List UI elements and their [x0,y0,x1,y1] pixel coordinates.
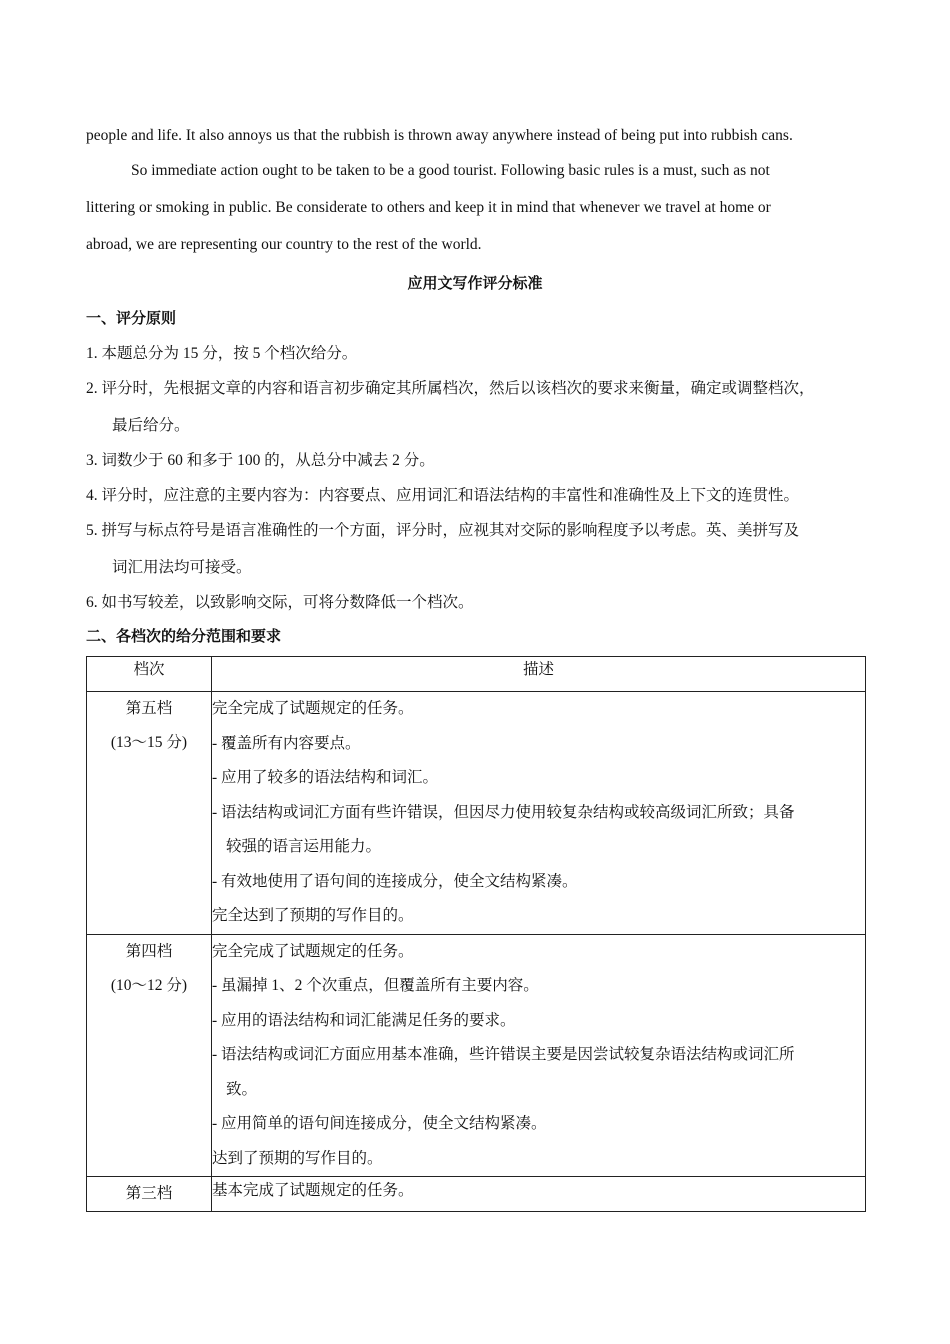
description-line: 基本完成了试题规定的任务。 [212,1182,414,1199]
essay-line-3: littering or smoking in public. Be considerate to others and keep it in mind that whenever we travel at home or [86,199,771,216]
description-cell [212,692,866,935]
table-header-level: 档次 [87,657,212,692]
description-line: 达到了预期的写作目的。 [212,1149,383,1167]
description-cell [212,1177,866,1212]
description-line: - 有效地使用了语句间的连接成分，使全文结构紧凑。 [212,872,578,890]
principle-item-2-continued: 最后给分。 [112,417,190,434]
level-cell [87,692,212,935]
level-name: 第三档 [125,1185,173,1202]
description-line: 完全达到了预期的写作目的。 [212,907,414,924]
table-row-level-5 [87,692,866,935]
description-line: - 虽漏掉 1、2 个次重点，但覆盖所有主要内容。 [212,977,539,994]
principle-item-4: 4. 评分时，应注意的主要内容为：内容要点、应用词汇和语法结构的丰富性和准确性及上下文的连贯性。 [86,487,800,504]
level-cell [87,934,212,1177]
principle-item-3: 3. 词数少于 60 和多于 100 的，从总分中减去 2 分。 [86,452,435,469]
principle-item-5: 5. 拼写与标点符号是语言准确性的一个方面，评分时，应视其对交际的影响程度予以考虑。英、美拼写及 [86,522,800,539]
description-line: - 语法结构或词汇方面有些许错误，但因尽力使用较复杂结构或较高级词汇所致；具备 [212,803,795,821]
level-cell [87,1177,212,1212]
principle-item-6: 6. 如书写较差，以致影响交际，可将分数降低一个档次。 [86,594,474,611]
description-line: 致。 [226,1080,258,1098]
grading-table [86,656,866,1212]
table-row-level-3 [87,1177,866,1212]
principle-item-1: 1. 本题总分为 15 分，按 5 个档次给分。 [86,345,358,362]
table-row-level-4 [87,934,866,1177]
page-title: 应用文写作评分标准 [407,274,543,292]
description-line: - 应用的语法结构和词汇能满足任务的要求。 [212,1011,516,1029]
description-line: 较强的语言运用能力。 [226,838,382,855]
description-line: 完全完成了试题规定的任务。 [212,700,414,717]
table-header-description: 描述 [212,657,866,692]
level-name: 第四档 [125,942,173,960]
principle-item-2: 2. 评分时，先根据文章的内容和语言初步确定其所属档次，然后以该档次的要求来衡量，确定或调整档次， [86,380,815,397]
principle-item-5-continued: 词汇用法均可接受。 [112,559,252,576]
description-line: - 覆盖所有内容要点。 [212,734,361,752]
section-heading-principles: 一、评分原则 [86,309,177,327]
table-header-row [87,657,866,692]
essay-line-1: people and life. It also annoys us that the rubbish is thrown away anywhere instead of being put into rubbish cans. [86,127,793,144]
essay-line-4: abroad, we are representing our country to the rest of the world. [86,236,482,253]
level-range: (10～12 分) [110,976,188,994]
description-line: - 应用简单的语句间连接成分，使全文结构紧凑。 [212,1115,547,1132]
description-line: - 应用了较多的语法结构和词汇。 [212,769,439,786]
essay-line-2: So immediate action ought to be taken to be a good tourist. Following basic rules is a must, such as not [131,162,770,179]
description-line: - 语法结构或词汇方面应用基本准确，些许错误主要是因尝试较复杂语法结构或词汇所 [212,1046,795,1063]
level-name: 第五档 [125,700,173,717]
description-cell [212,934,866,1177]
level-range: (13～15 分) [110,734,188,751]
description-line: 完全完成了试题规定的任务。 [212,942,414,960]
section-heading-levels: 二、各档次的给分范围和要求 [86,627,282,645]
